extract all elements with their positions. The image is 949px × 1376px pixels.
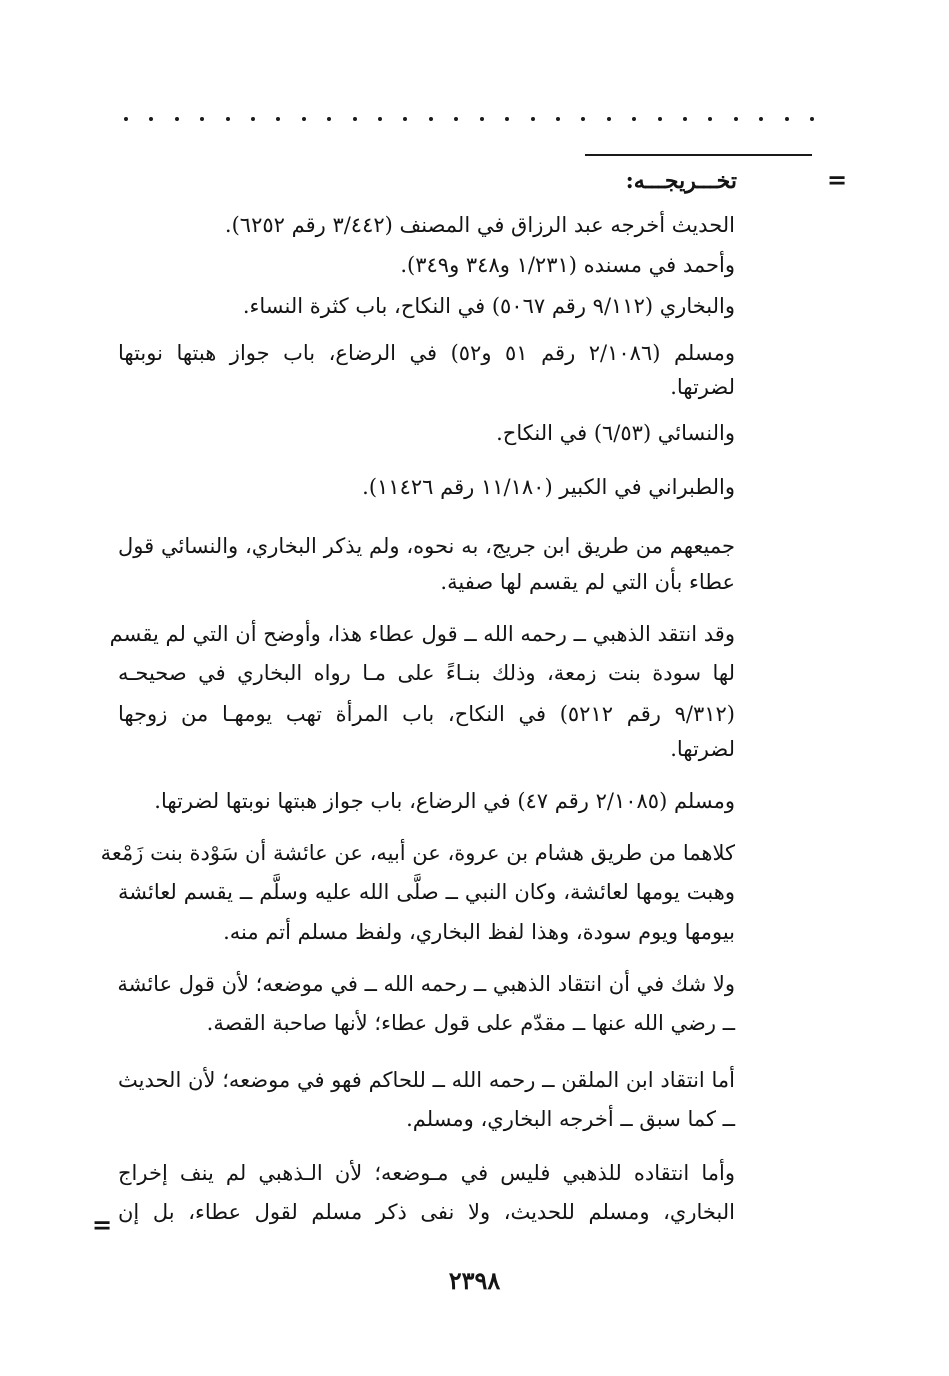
text-line: جميعهم من طريق ابن جريج، به نحوه، ولم يذكر البخاري، والنسائي قول <box>118 534 735 558</box>
divider-dot <box>251 117 255 121</box>
text-line: والبخاري (٩/١١٢ رقم ٥٠٦٧) في النكاح، باب كثرة النساء. <box>242 294 735 318</box>
text-line: وهبت يومها لعائشة، وكان النبي ــ صلَّى الله عليه وسلَّم ــ يقسم لعائشة <box>118 880 735 904</box>
divider-dot <box>378 117 382 121</box>
text-line: كلاهما من طريق هشام بن عروة، عن أبيه، عن عائشة أن سَوْدة بنت زَمْعة <box>100 841 735 865</box>
text-line: ومسلم (٢/١٠٨٥ رقم ٤٧) في الرضاع، باب جواز هبتها نوبتها لضرتها. <box>154 789 735 813</box>
divider-dot <box>785 117 789 121</box>
text-line: وأما انتقاده للذهبي فليس في مـوضعه؛ لأن الـذهبي لم ينف إخراج <box>118 1161 735 1185</box>
text-line: لضرتها. <box>670 737 735 761</box>
section-title: تخـــريجـــه: <box>625 168 737 194</box>
divider-dot <box>276 117 280 121</box>
divider-dot <box>454 117 458 121</box>
continuation-mark-bottom: = <box>92 1210 113 1239</box>
divider-dot <box>708 117 712 121</box>
text-line: بيومها ويوم سودة، وهذا لفظ البخاري، ولفظ مسلم أتم منه. <box>223 920 735 944</box>
divider-dot <box>734 117 738 121</box>
divider-dot <box>200 117 204 121</box>
divider-dot <box>581 117 585 121</box>
text-line: وأحمد في مسنده (١/٢٣١ و٣٤٨ و٣٤٩). <box>400 253 735 277</box>
divider-dot <box>632 117 636 121</box>
divider-dot <box>480 117 484 121</box>
divider-dot <box>658 117 662 121</box>
divider-dot <box>302 117 306 121</box>
text-line: والنسائي (٦/٥٣) في النكاح. <box>496 421 735 445</box>
text-line: وقد انتقد الذهبي ــ رحمه الله ــ قول عطاء هذا، وأوضح أن التي لم يقسم <box>109 622 735 646</box>
divider-dot <box>175 117 179 121</box>
divider-dot <box>124 117 128 121</box>
text-line: والطبراني في الكبير (١١/١٨٠ رقم ١١٤٢٦). <box>362 475 735 499</box>
text-line: أما انتقاد ابن الملقن ــ رحمه الله ــ للحاكم فهو في موضعه؛ لأن الحديث <box>118 1068 735 1092</box>
footnote-rule <box>585 154 812 156</box>
divider-dot <box>149 117 153 121</box>
text-line: ومسلم (٢/١٠٨٦ رقم ٥١ و٥٢) في الرضاع، باب جواز هبتها نوبتها <box>118 341 735 365</box>
text-line: ــ كما سبق ــ أخرجه البخاري، ومسلم. <box>406 1107 735 1131</box>
divider-dot <box>226 117 230 121</box>
divider-dot <box>556 117 560 121</box>
divider-dot <box>759 117 763 121</box>
divider-dot <box>327 117 331 121</box>
divider-dot <box>810 117 814 121</box>
divider-dot <box>505 117 509 121</box>
text-line: لها سودة بنت زمعة، وذلك بنـاءً على مـا رواه البخاري في صحيحـه <box>118 661 735 685</box>
text-line: (٩/٣١٢ رقم ٥٢١٢) في النكاح، باب المرأة تهب يومهـا من زوجها <box>118 702 735 726</box>
text-line: ــ رضي الله عنها ــ مقدّم على قول عطاء؛ لأنها صاحبة القصة. <box>206 1011 735 1035</box>
divider-dot <box>607 117 611 121</box>
dotted-divider <box>124 104 814 134</box>
text-line: عطاء بأن التي لم يقسم لها صفية. <box>440 570 735 594</box>
divider-dot <box>683 117 687 121</box>
divider-dot <box>429 117 433 121</box>
divider-dot <box>403 117 407 121</box>
divider-dot <box>353 117 357 121</box>
text-line: ولا شك في أن انتقاد الذهبي ــ رحمه الله ــ في موضعه؛ لأن قول عائشة <box>117 972 735 996</box>
continuation-mark-top: = <box>827 165 848 194</box>
text-line: لضرتها. <box>670 375 735 399</box>
text-line: البخاري، ومسلم للحديث، ولا نفى ذكر مسلم لقول عطاء، بل إن <box>118 1200 735 1224</box>
text-line: الحديث أخرجه عبد الرزاق في المصنف (٣/٤٤٢ رقم ٦٢٥٢). <box>224 213 735 237</box>
divider-dot <box>531 117 535 121</box>
page-number: ٢٣٩٨ <box>448 1266 501 1295</box>
